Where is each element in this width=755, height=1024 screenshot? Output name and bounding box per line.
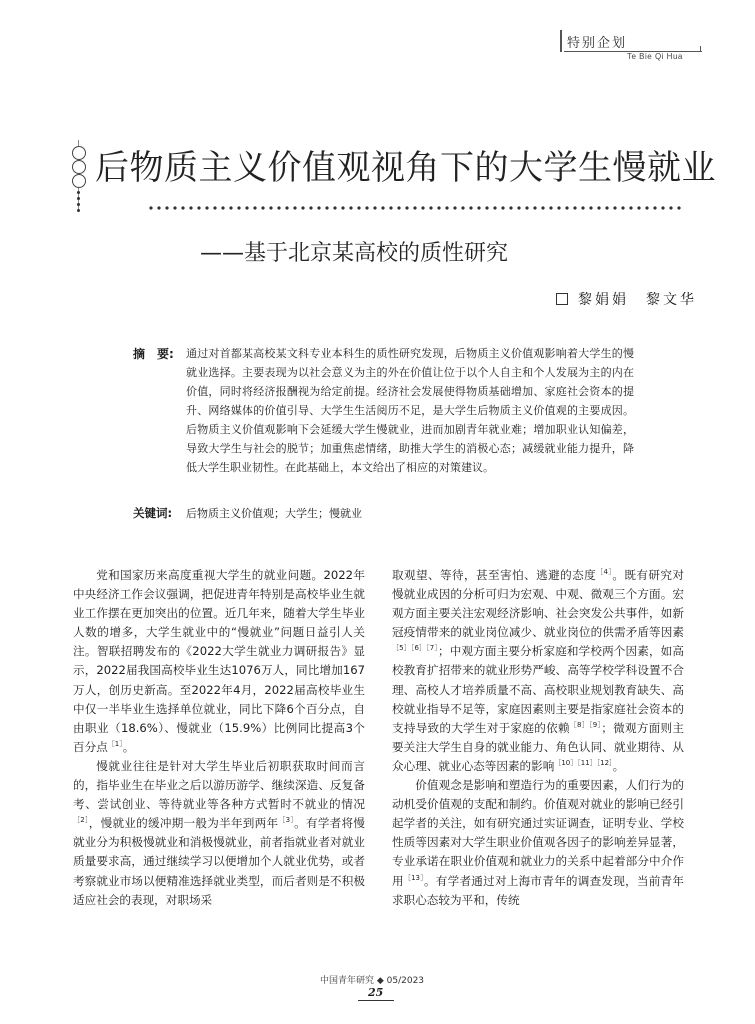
ornament-dot [77, 209, 80, 212]
article-subtitle: ——基于北京某高校的质性研究 [200, 241, 509, 266]
footer-journal-issue: 中国青年研究 ◆ 05/2023 [320, 976, 425, 986]
citation-ref: ［2］ [73, 816, 89, 825]
page-number-underline [358, 1000, 394, 1001]
ornament-ring [72, 160, 86, 174]
ornament-ring [72, 174, 86, 188]
citation-ref: ［13］ [403, 873, 424, 882]
abstract-label: 摘 要: [133, 347, 174, 361]
body-text: 慢就业往往是针对大学生毕业后初职获取时间而言的，指毕业生在毕业之后以游历游学、继续深造、反复备考、尝试创业、等待就业等各种方式暂时不就业的情况 [73, 758, 365, 812]
citation-ref: ［10］［11］［12］ [554, 759, 613, 768]
article-title: 后物质主义价值观视角下的大学生慢就业 [95, 148, 716, 188]
body-paragraph [73, 566, 365, 757]
body-paragraph [73, 757, 365, 910]
body-text: 。 [122, 739, 135, 754]
ornament-dot [77, 197, 80, 200]
body-text: 。有学者通过对上海市青年的调查发现，当前青年求职心态较为平和，传统 [392, 873, 684, 907]
body-text: 价值观念是影响和塑造行为的重要因素，人们行为的动机受价值观的支配和制约。价值观对就业的影响已经引起学者的关注，如有研究通过实证调查，证明专业、学校性质等因素对大学生职业价值观各因子的影响差异显著，专业承诺在职业价值观和就业力的关系中起着部分中介作用 [392, 778, 684, 888]
section-marker-bar [560, 30, 562, 52]
body-text: 。 [612, 758, 625, 773]
ornament-dot [77, 191, 80, 194]
section-title: 特别企划 [567, 36, 628, 51]
ornament-ring [72, 146, 86, 160]
abstract-text: 通过对首都某高校某文科专业本科生的质性研究发现，后物质主义价值观影响着大学生的慢就业选择。主要表现为以社会意义为主的外在价值让位于以个人自主和个人发展为主的内在价值，同时将经济报酬视为给定前提。经济社会发展使得物质基础增加、家庭社会资本的提升、网络媒体的价值引导、大学生生活阅历不足，是大学生后物质主义价值观的主要成因。后物质主义价值观影响下会延缓大学生慢就业，进而加剧青年就业难；增加职业认知偏差，导致大学生与社会的脱节；加重焦虑情绪，助推大学生的消极心态；减缓就业能力提升，降低大学生职业韧性。在此基础上，本文给出了相应的对策建议。 [186, 347, 634, 474]
ornament-dot [77, 203, 80, 206]
body-paragraph [392, 566, 684, 776]
article-authors: 黎娟娟 黎文华 [578, 292, 697, 308]
section-title-pinyin: Te Bie Qi Hua [627, 52, 683, 61]
citation-ref: ［8］［9］ [569, 720, 602, 729]
keywords-label: 关键词: [133, 506, 173, 520]
body-text: 党和国家历来高度重视大学生的就业问题。2022年中央经济工作会议强调，把促进青年特别是高校毕业生就业工作摆在更加突出的位置。近几年来，随着大学生毕业人数的增多，大学生就业中的“慢就业”问题日益引人关注。智联招聘发布的《2022大学生就业力调研报告》显示，2022届我国高校毕业生达1076万人，同比增加167万人，创历史新高。至2022年4月，2022届高校毕业生中仅一半毕业生选择单位就业，同比下降6个百分点，自由职业（18.6%）、慢就业（15.9%）比例同比提高3个百分点 [73, 568, 365, 754]
section-divider-tick [700, 46, 701, 52]
citation-ref: ［1］ [107, 739, 123, 748]
citation-ref: ［4］ [596, 568, 613, 577]
body-paragraph [392, 776, 684, 910]
title-dotted-rule [147, 204, 682, 212]
body-text: ，慢就业的缓冲期一般为半年到两年 [88, 816, 279, 831]
citation-ref: ［3］ [278, 816, 295, 825]
author-marker-square [556, 293, 568, 305]
body-text: ；微观方面则主要关注大学生自身的就业能力、角色认同、就业期待、从众心理、就业心态等因素的影响 [392, 720, 684, 773]
body-text: 。有学者将慢就业分为积极慢就业和消极慢就业，前者指就业者对就业质量要求高，通过继续学习以便增加个人就业优势，或者考察就业市场以便精准选择就业类型，而后者则是不积极适应社会的表现，对职场采 [73, 816, 365, 907]
body-text: 取观望、等待，甚至害怕、逃避的态度 [392, 568, 597, 582]
keywords-text: 后物质主义价值观；大学生；慢就业 [186, 507, 362, 520]
body-column-right [392, 566, 684, 910]
body-text: 。既有研究对慢就业成因的分析可归为宏观、中观、微观三个方面。宏观方面主要关注宏观经济影响、社会突发公共事件，如新冠疫情带来的就业岗位减少、就业岗位的供需矛盾等因素 [392, 568, 684, 640]
body-text: ；中观方面主要分析家庭和学校两个因素，如高校教育扩招带来的就业形势严峻、高等学校学科设置不合理、高校人才培养质量不高、高校职业规划教育缺失、高校就业指导不足等，家庭因素则主要是指家庭社会资本的支持导致的大学生对于家庭的依赖 [392, 644, 684, 735]
page-number: 25 [368, 986, 384, 999]
body-column-left [73, 566, 365, 910]
citation-ref: ［5］［6］［7］ [392, 644, 438, 653]
